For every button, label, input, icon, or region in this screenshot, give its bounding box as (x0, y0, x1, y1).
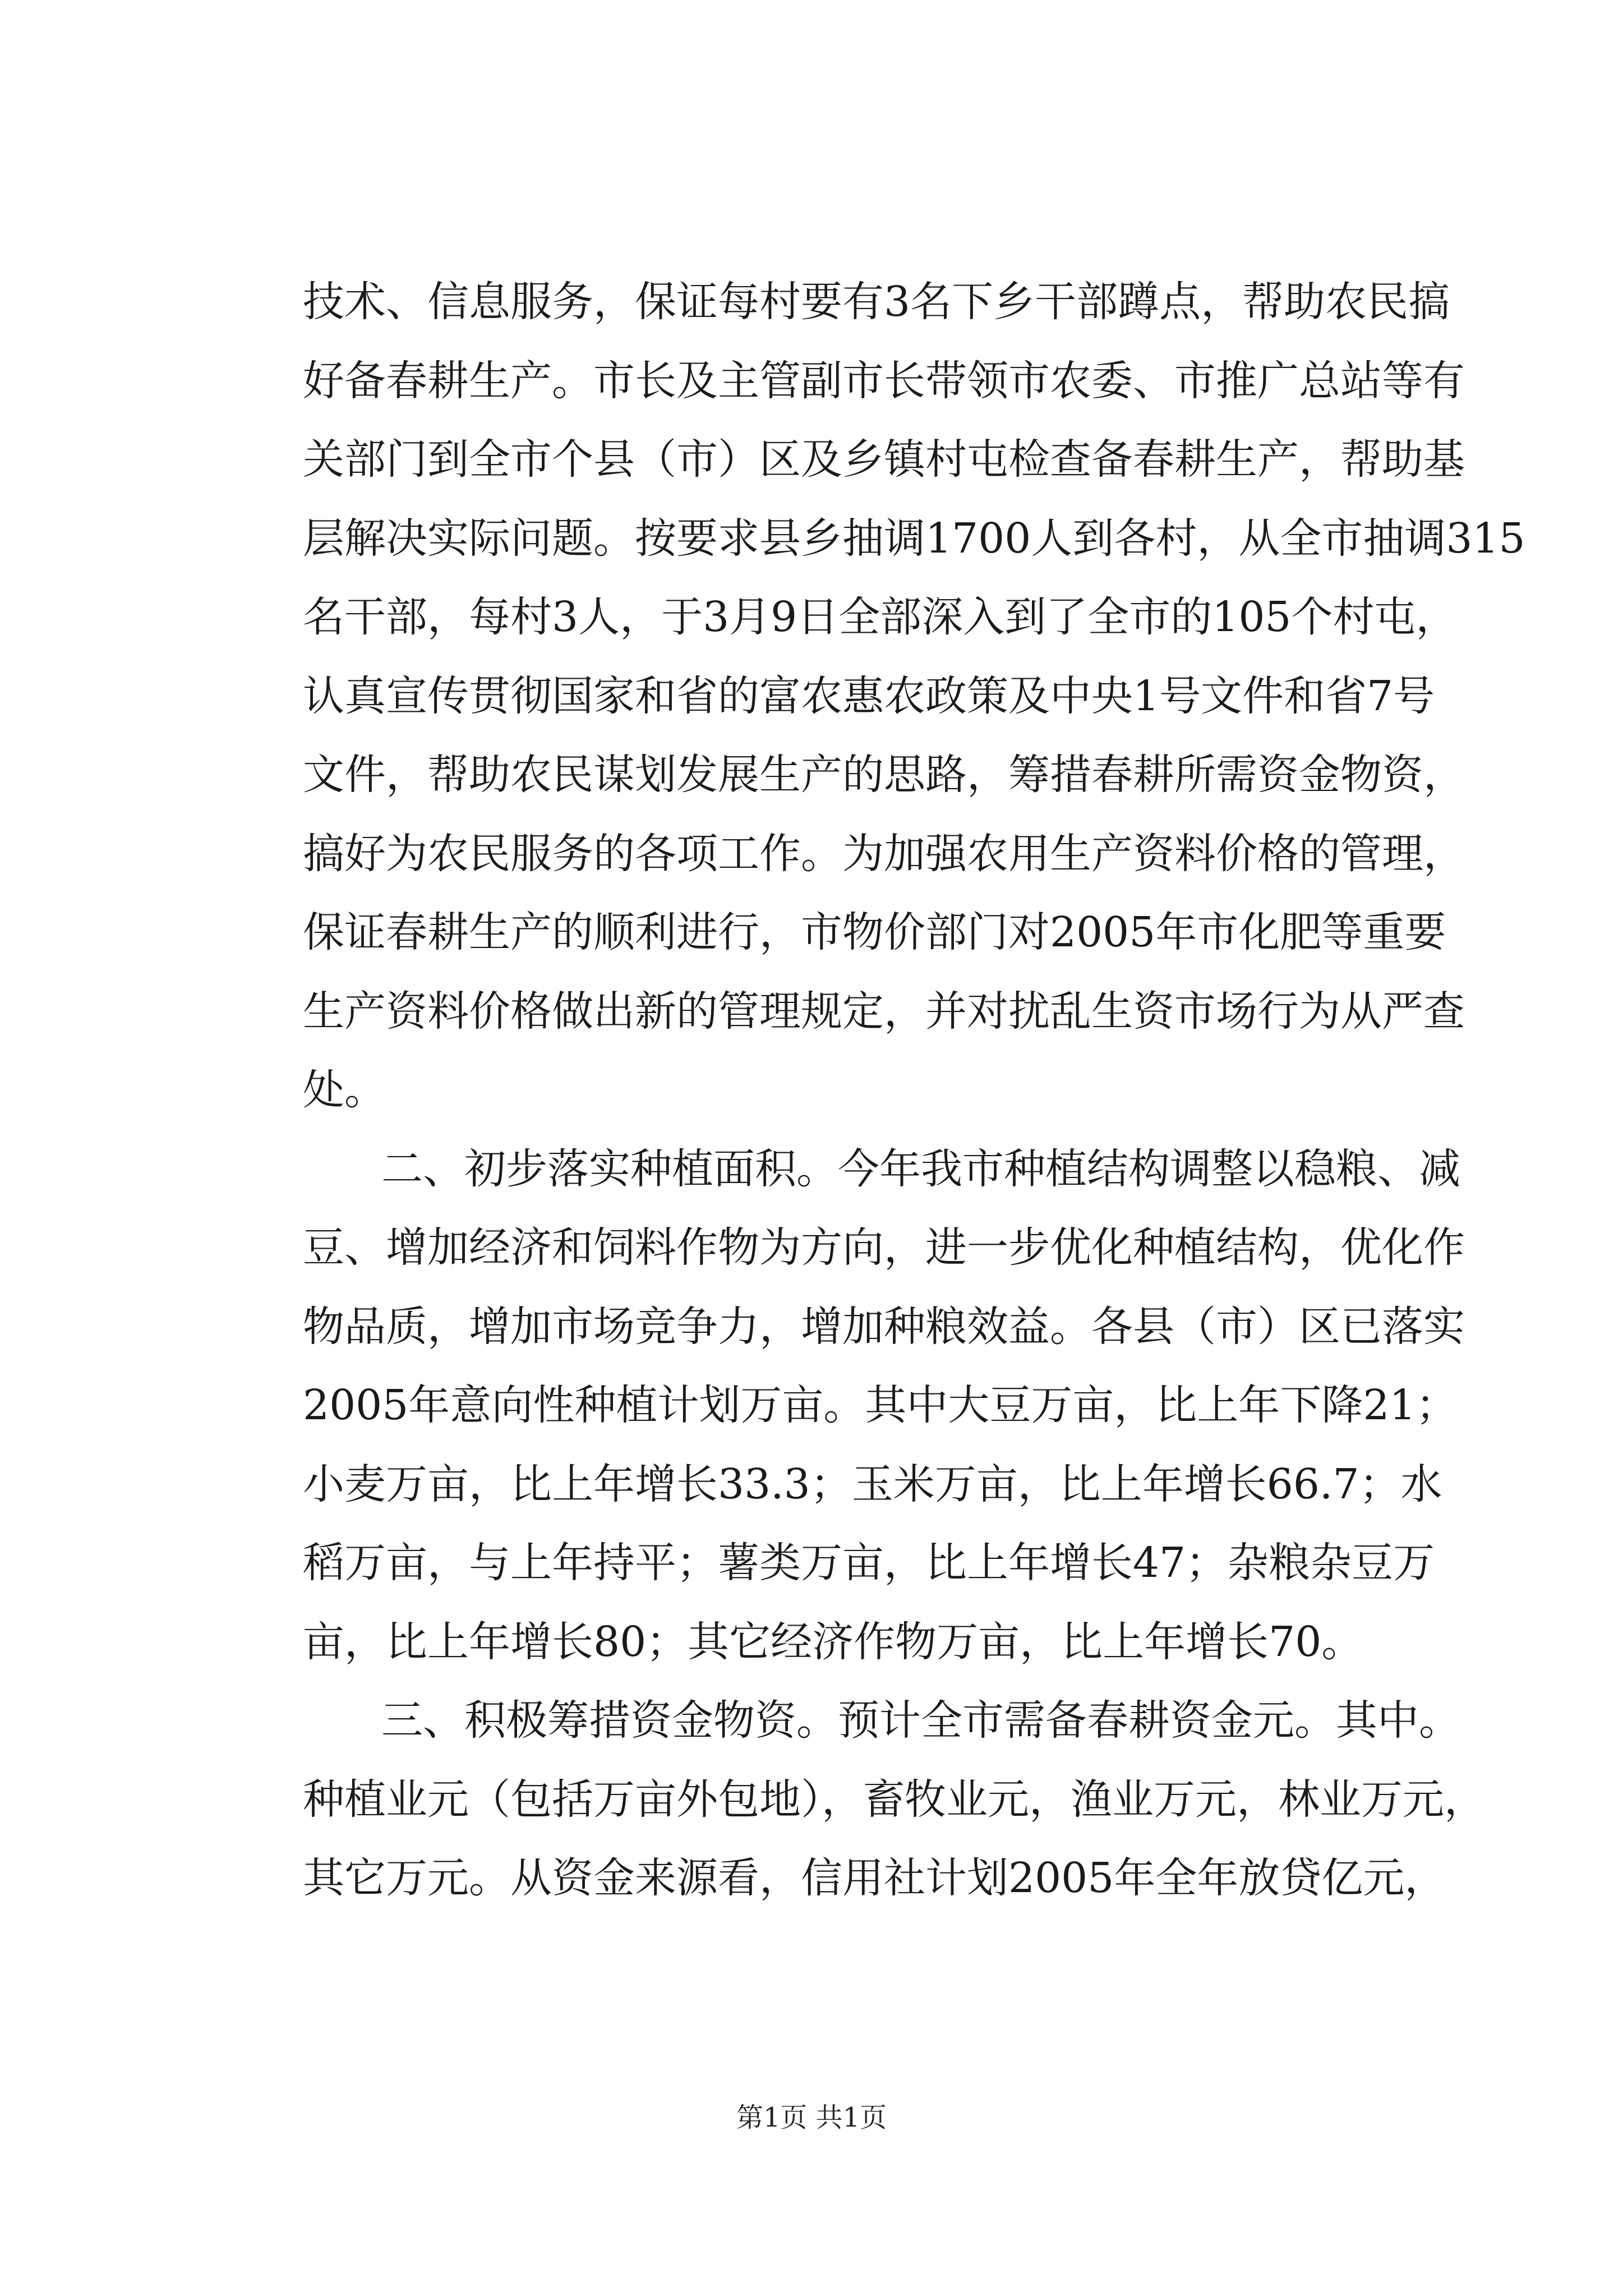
paragraph-first-line: 二、初步落实种植面积。今年我市种植结构调整以稳粮、减 (381, 1144, 1460, 1193)
text-line: 保证春耕生产的顺利进行，市物价部门对2005年市化肥等重要 (303, 908, 1446, 956)
body-text (303, 263, 1525, 1918)
text-line: 亩，比上年增长80；其它经济作物万亩，比上年增长70。 (303, 1617, 1363, 1666)
text-line: 其它万元。从资金来源看，信用社计划2005年全年放贷亿元， (303, 1854, 1446, 1902)
text-line: 小麦万亩，比上年增长33.3；玉米万亩，比上年增长66.7；水 (303, 1460, 1442, 1508)
text-line: 种植业元（包括万亩外包地），畜牧业元，渔业万元，林业万元， (303, 1775, 1486, 1824)
text-line: 名干部，每村3人，于3月9日全部深入到了全市的105个村屯， (303, 593, 1458, 641)
text-line: 豆、增加经济和饲料作物为方向，进一步优化种植结构，优化作 (303, 1223, 1465, 1272)
text-line: 物品质，增加市场竞争力，增加种粮效益。各县（市）区已落实 (303, 1302, 1465, 1351)
text-line: 技术、信息服务，保证每村要有3名下乡干部蹲点，帮助农民搞 (303, 278, 1450, 326)
page-footer: 第1页 共1页 (736, 2102, 887, 2133)
text-line: 生产资料价格做出新的管理规定，并对扰乱生资市场行为从严查 (303, 987, 1465, 1036)
text-line: 认真宣传贯彻国家和省的富农惠农政策及中央1号文件和省7号 (303, 671, 1435, 720)
text-line: 好备春耕生产。市长及主管副市长带领市农委、市推广总站等有 (303, 356, 1465, 405)
paragraph-first-line: 三、积极筹措资金物资。预计全市需备春耕资金元。其中。 (381, 1696, 1460, 1745)
text-line: 处。 (303, 1066, 386, 1114)
text-line: 文件，帮助农民谋划发展生产的思路，筹措春耕所需资金物资， (303, 751, 1465, 799)
text-line: 层解决实际问题。按要求县乡抽调1700人到各村，从全市抽调315 (303, 514, 1525, 563)
text-line: 搞好为农民服务的各项工作。为加强农用生产资料价格的管理， (303, 829, 1465, 878)
text-line: 2005年意向性种植计划万亩。其中大豆万亩，比上年下降21； (303, 1381, 1458, 1429)
text-line: 关部门到全市个县（市）区及乡镇村屯检查备春耕生产，帮助基 (303, 435, 1465, 484)
text-line: 稻万亩，与上年持平；薯类万亩，比上年增长47；杂粮杂豆万 (303, 1539, 1435, 1587)
